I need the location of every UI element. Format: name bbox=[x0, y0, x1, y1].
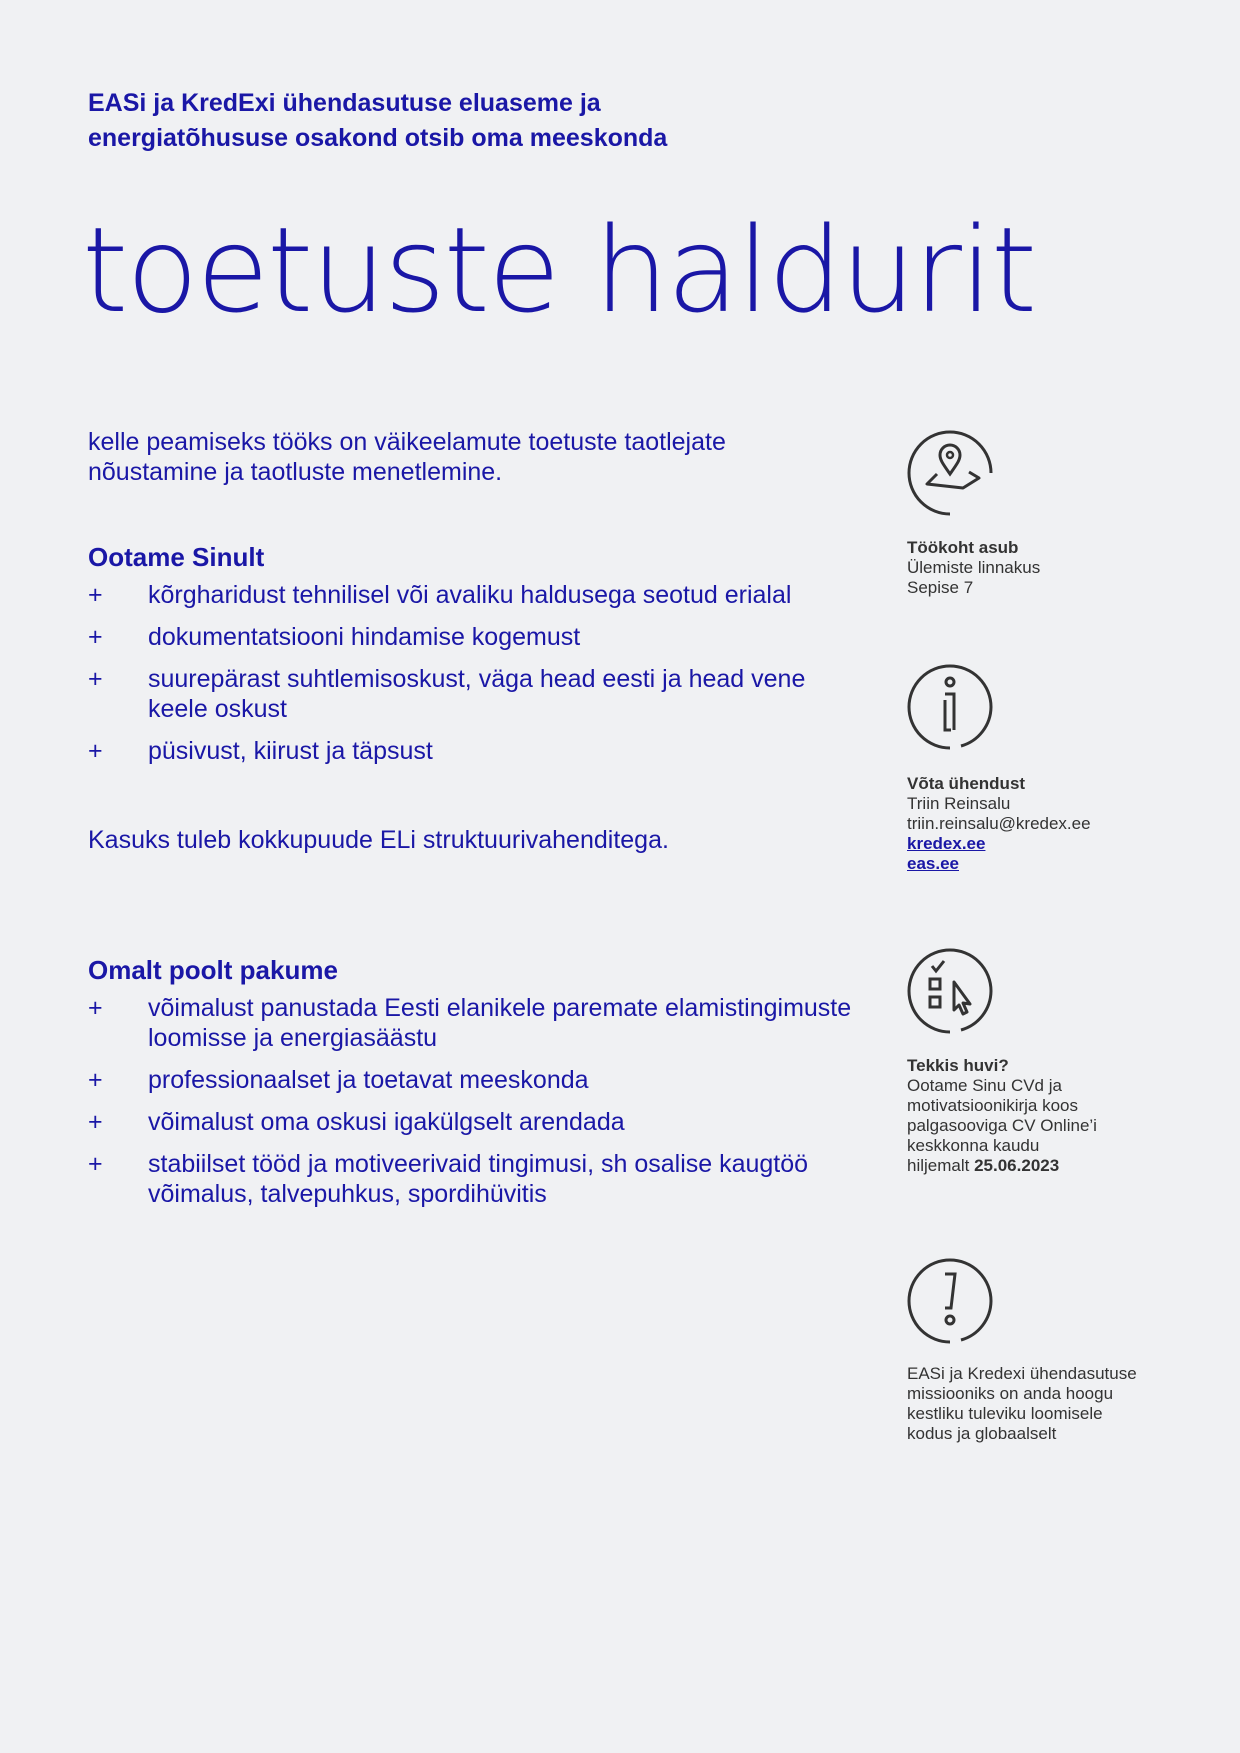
list-item bbox=[88, 622, 888, 652]
plus-icon: + bbox=[88, 665, 103, 693]
apply-deadline bbox=[907, 1156, 1167, 1176]
intro-line-2: energiatõhususe osakond otsib oma meeskonda bbox=[88, 124, 668, 152]
plus-icon: + bbox=[88, 994, 103, 1022]
lead-line-2: nõustamine ja taotluste menetlemine. bbox=[88, 458, 503, 486]
list-item-text: kõrgharidust tehnilisel või avaliku haldusega seotud erialal bbox=[148, 581, 792, 609]
plus-icon: + bbox=[88, 1108, 103, 1136]
plus-icon: + bbox=[88, 1066, 103, 1094]
list-item bbox=[88, 993, 908, 1053]
location-pin-icon bbox=[907, 430, 993, 516]
contact-heading: Võta ühendust bbox=[907, 774, 1026, 793]
location-line-2: Sepise 7 bbox=[907, 578, 974, 597]
lead-line-1: kelle peamiseks tööks on väikeelamute toetuste taotlejate bbox=[88, 428, 726, 456]
expect-list bbox=[88, 580, 888, 766]
contact-email[interactable]: triin.reinsalu@kredex.ee bbox=[907, 814, 1091, 833]
plus-icon: + bbox=[88, 737, 103, 765]
deadline-date: 25.06.2023 bbox=[974, 1156, 1060, 1175]
expect-heading: Ootame Sinult bbox=[88, 542, 265, 572]
eas-link[interactable]: eas.ee bbox=[907, 854, 959, 873]
contact-block bbox=[907, 664, 1167, 874]
list-item bbox=[88, 1149, 868, 1209]
mission-line-2: missiooniks on anda hoogu bbox=[907, 1384, 1114, 1403]
intro-heading bbox=[88, 86, 808, 156]
mission-line-1: EASi ja Kredexi ühendasutuse bbox=[907, 1364, 1137, 1383]
apply-line-2: motivatsioonikirja koos bbox=[907, 1096, 1079, 1115]
intro-line-1: EASi ja KredExi ühendasutuse eluaseme ja bbox=[88, 89, 601, 117]
offer-section bbox=[88, 953, 888, 1221]
apply-heading: Tekkis huvi? bbox=[907, 1056, 1009, 1075]
list-item bbox=[88, 664, 808, 724]
list-item-text: võimalust panustada Eesti elanikele paremate elamistingimuste loomisse ja energiasäästu bbox=[148, 994, 852, 1052]
mission-line-3: kestliku tuleviku loomisele bbox=[907, 1404, 1103, 1423]
expect-section bbox=[88, 540, 888, 778]
contact-name: Triin Reinsalu bbox=[907, 794, 1011, 813]
plus-icon: + bbox=[88, 623, 103, 651]
location-line-1: Ülemiste linnakus bbox=[907, 558, 1041, 577]
mission-line-4: kodus ja globaalselt bbox=[907, 1424, 1057, 1443]
list-item bbox=[88, 580, 888, 610]
plus-icon: + bbox=[88, 1150, 103, 1178]
offer-list bbox=[88, 993, 888, 1209]
list-item bbox=[88, 1107, 888, 1137]
exclamation-icon bbox=[907, 1258, 993, 1344]
page-title: toetuste haldurit bbox=[82, 201, 1036, 339]
apply-line-1: Ootame Sinu CVd ja bbox=[907, 1076, 1062, 1095]
offer-heading: Omalt poolt pakume bbox=[88, 955, 338, 985]
list-item-text: dokumentatsiooni hindamise kogemust bbox=[148, 623, 581, 651]
list-item-text: püsivust, kiirust ja täpsust bbox=[148, 737, 433, 765]
info-icon bbox=[907, 664, 993, 750]
lead-text bbox=[88, 427, 888, 487]
kredex-link[interactable]: kredex.ee bbox=[907, 834, 986, 853]
plus-icon: + bbox=[88, 581, 103, 609]
checklist-cursor-icon bbox=[907, 948, 993, 1034]
mission-block bbox=[907, 1258, 1167, 1444]
list-item-text: stabiilset tööd ja motiveerivaid tingimusi, sh osalise kaugtöö võimalus, talvepuhkus, spordihüvitis bbox=[148, 1150, 809, 1208]
apply-line-3: palgasooviga CV Online’i bbox=[907, 1116, 1097, 1135]
deadline-prefix: hiljemalt bbox=[907, 1156, 970, 1175]
apply-block bbox=[907, 948, 1167, 1176]
list-item bbox=[88, 736, 888, 766]
list-item-text: võimalust oma oskusi igakülgselt arendada bbox=[148, 1108, 625, 1136]
location-heading: Töökoht asub bbox=[907, 538, 1019, 557]
location-block bbox=[907, 430, 1167, 598]
list-item bbox=[88, 1065, 888, 1095]
list-item-text: professionaalset ja toetavat meeskonda bbox=[148, 1066, 589, 1094]
list-item-text: suurepärast suhtlemisoskust, väga head eesti ja head vene keele oskust bbox=[148, 665, 806, 723]
advantage-note: Kasuks tuleb kokkupuude ELi struktuurivahenditega. bbox=[88, 826, 669, 854]
apply-line-4: keskkonna kaudu bbox=[907, 1136, 1040, 1155]
